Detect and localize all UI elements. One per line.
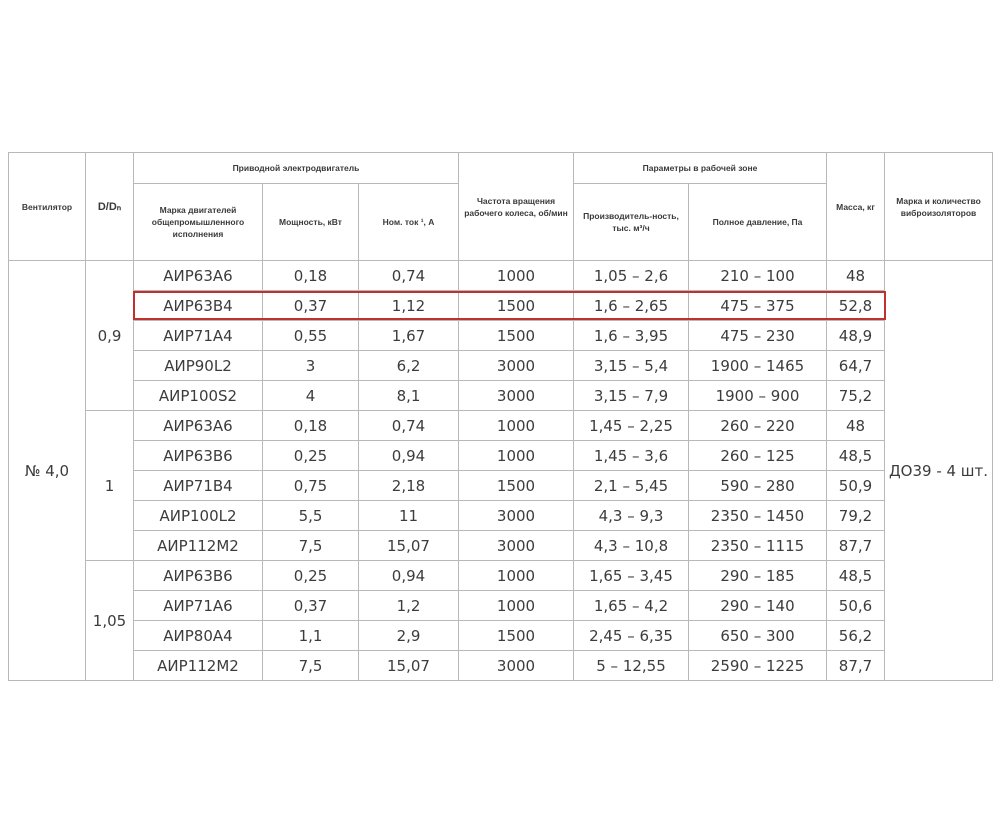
table-row (9, 471, 993, 501)
header-work-group: Параметры в рабочей зоне (574, 153, 827, 184)
power-cell: 1,1 (263, 621, 359, 651)
power-cell: 0,37 (263, 291, 359, 321)
motor-cell: АИР112М2 (134, 651, 263, 681)
mass-cell: 48 (827, 411, 885, 441)
dd-ratio-cell: 1 (86, 411, 134, 561)
speed-cell: 1000 (459, 411, 574, 441)
fan-number-cell: № 4,0 (9, 261, 86, 681)
capacity-cell: 1,65 – 3,45 (574, 561, 689, 591)
header-mass: Масса, кг (827, 153, 885, 261)
power-cell: 0,18 (263, 411, 359, 441)
power-cell: 0,18 (263, 261, 359, 291)
mass-cell: 52,8 (827, 291, 885, 321)
pressure-cell: 210 – 100 (689, 261, 827, 291)
current-cell: 1,2 (359, 591, 459, 621)
current-cell: 11 (359, 501, 459, 531)
header-power: Мощность, кВт (263, 184, 359, 261)
capacity-cell: 1,6 – 3,95 (574, 321, 689, 351)
pressure-cell: 290 – 140 (689, 591, 827, 621)
pressure-cell: 2350 – 1450 (689, 501, 827, 531)
mass-cell: 50,9 (827, 471, 885, 501)
motor-cell: АИР63В4 (134, 291, 263, 321)
current-cell: 6,2 (359, 351, 459, 381)
mass-cell: 48,9 (827, 321, 885, 351)
motor-cell: АИР63В6 (134, 561, 263, 591)
capacity-cell: 1,65 – 4,2 (574, 591, 689, 621)
current-cell: 0,74 (359, 411, 459, 441)
pressure-cell: 1900 – 900 (689, 381, 827, 411)
current-cell: 0,94 (359, 441, 459, 471)
current-cell: 15,07 (359, 531, 459, 561)
power-cell: 7,5 (263, 651, 359, 681)
capacity-cell: 3,15 – 7,9 (574, 381, 689, 411)
pressure-cell: 2590 – 1225 (689, 651, 827, 681)
current-cell: 0,94 (359, 561, 459, 591)
motor-cell: АИР90L2 (134, 351, 263, 381)
capacity-cell: 3,15 – 5,4 (574, 351, 689, 381)
table-row (9, 381, 993, 411)
dd-ratio-cell: 1,05 (86, 561, 134, 681)
mass-cell: 56,2 (827, 621, 885, 651)
speed-cell: 1000 (459, 561, 574, 591)
current-cell: 2,9 (359, 621, 459, 651)
motor-cell: АИР71В4 (134, 471, 263, 501)
motor-cell: АИР71А6 (134, 591, 263, 621)
header-current: Ном. ток ¹, А (359, 184, 459, 261)
table-row (9, 321, 993, 351)
table-row (9, 531, 993, 561)
power-cell: 4 (263, 381, 359, 411)
speed-cell: 3000 (459, 531, 574, 561)
table-row (9, 261, 993, 291)
speed-cell: 3000 (459, 381, 574, 411)
table-row (9, 621, 993, 651)
capacity-cell: 4,3 – 10,8 (574, 531, 689, 561)
fan-spec-table (8, 152, 993, 681)
motor-cell: АИР71А4 (134, 321, 263, 351)
pressure-cell: 650 – 300 (689, 621, 827, 651)
current-cell: 2,18 (359, 471, 459, 501)
pressure-cell: 290 – 185 (689, 561, 827, 591)
table-row (9, 591, 993, 621)
table-row (9, 441, 993, 471)
table-row (9, 351, 993, 381)
table-row (9, 561, 993, 591)
capacity-cell: 1,45 – 3,6 (574, 441, 689, 471)
current-cell: 15,07 (359, 651, 459, 681)
motor-cell: АИР63А6 (134, 261, 263, 291)
mass-cell: 79,2 (827, 501, 885, 531)
current-cell: 1,12 (359, 291, 459, 321)
capacity-cell: 1,6 – 2,65 (574, 291, 689, 321)
speed-cell: 1500 (459, 291, 574, 321)
pressure-cell: 590 – 280 (689, 471, 827, 501)
dd-ratio-cell: 0,9 (86, 261, 134, 411)
speed-cell: 1000 (459, 441, 574, 471)
speed-cell: 1500 (459, 321, 574, 351)
power-cell: 0,75 (263, 471, 359, 501)
speed-cell: 1500 (459, 471, 574, 501)
header-fan: Вентилятор (9, 153, 86, 261)
table-row (9, 501, 993, 531)
pressure-cell: 260 – 125 (689, 441, 827, 471)
header-dd: D/Dₙ (86, 153, 134, 261)
power-cell: 0,55 (263, 321, 359, 351)
capacity-cell: 2,45 – 6,35 (574, 621, 689, 651)
current-cell: 0,74 (359, 261, 459, 291)
power-cell: 5,5 (263, 501, 359, 531)
header-pressure: Полное давление, Па (689, 184, 827, 261)
mass-cell: 48,5 (827, 561, 885, 591)
mass-cell: 87,7 (827, 651, 885, 681)
current-cell: 8,1 (359, 381, 459, 411)
motor-cell: АИР80А4 (134, 621, 263, 651)
table-row (9, 651, 993, 681)
header-speed: Частота вращения рабочего колеса, об/мин (459, 153, 574, 261)
mass-cell: 87,7 (827, 531, 885, 561)
power-cell: 0,37 (263, 591, 359, 621)
speed-cell: 1000 (459, 591, 574, 621)
mass-cell: 50,6 (827, 591, 885, 621)
power-cell: 0,25 (263, 441, 359, 471)
pressure-cell: 475 – 375 (689, 291, 827, 321)
speed-cell: 1000 (459, 261, 574, 291)
capacity-cell: 1,45 – 2,25 (574, 411, 689, 441)
header-drive-group: Приводной электродвигатель (134, 153, 459, 184)
speed-cell: 3000 (459, 501, 574, 531)
vibro-isolator-cell: ДО39 - 4 шт. (885, 261, 993, 681)
mass-cell: 75,2 (827, 381, 885, 411)
motor-cell: АИР100S2 (134, 381, 263, 411)
capacity-cell: 2,1 – 5,45 (574, 471, 689, 501)
capacity-cell: 1,05 – 2,6 (574, 261, 689, 291)
table-row (9, 411, 993, 441)
pressure-cell: 1900 – 1465 (689, 351, 827, 381)
mass-cell: 48 (827, 261, 885, 291)
pressure-cell: 260 – 220 (689, 411, 827, 441)
speed-cell: 1500 (459, 621, 574, 651)
speed-cell: 3000 (459, 351, 574, 381)
pressure-cell: 2350 – 1115 (689, 531, 827, 561)
motor-cell: АИР100L2 (134, 501, 263, 531)
motor-cell: АИР63А6 (134, 411, 263, 441)
power-cell: 7,5 (263, 531, 359, 561)
current-cell: 1,67 (359, 321, 459, 351)
motor-cell: АИР63В6 (134, 441, 263, 471)
capacity-cell: 5 – 12,55 (574, 651, 689, 681)
header-capacity: Производитель-ность, тыс. м³/ч (574, 184, 689, 261)
mass-cell: 48,5 (827, 441, 885, 471)
table-row (9, 291, 993, 321)
mass-cell: 64,7 (827, 351, 885, 381)
table-body (9, 261, 993, 681)
pressure-cell: 475 – 230 (689, 321, 827, 351)
power-cell: 0,25 (263, 561, 359, 591)
motor-cell: АИР112М2 (134, 531, 263, 561)
capacity-cell: 4,3 – 9,3 (574, 501, 689, 531)
power-cell: 3 (263, 351, 359, 381)
header-motor-brand: Марка двигателей общепромышленного исполнения (134, 184, 263, 261)
header-vibro: Марка и количество виброизоляторов (885, 153, 993, 261)
speed-cell: 3000 (459, 651, 574, 681)
